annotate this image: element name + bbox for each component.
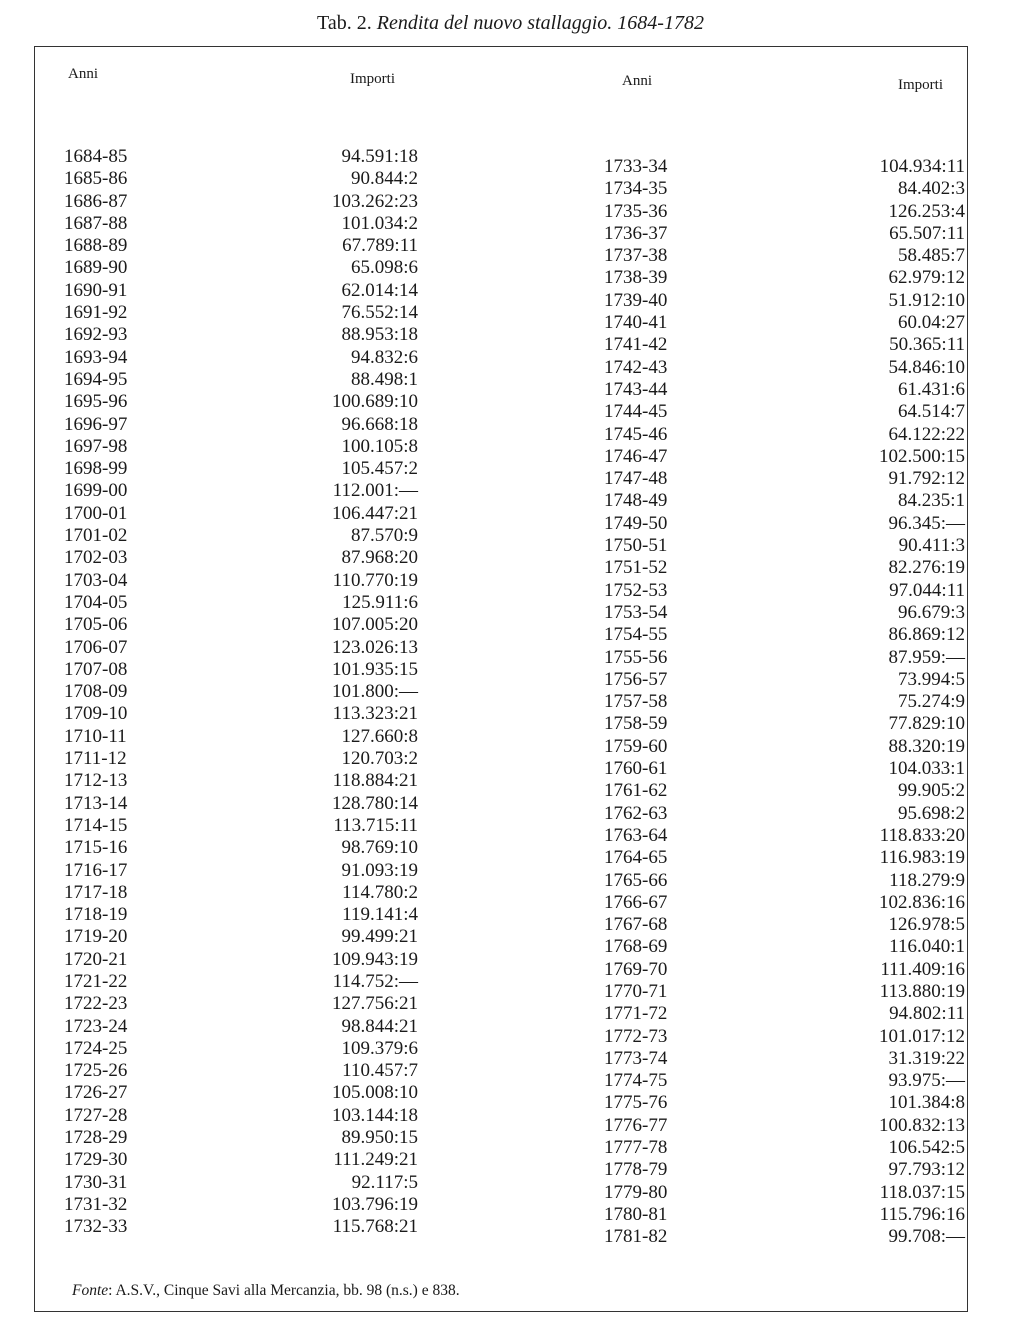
importo-cell: 116.040:1 [889,936,965,958]
importo-cell: 84.235:1 [897,490,965,512]
anni-cell: 1719-20 [64,926,128,948]
importo-cell: 96.679:3 [897,601,965,623]
importo-cell: 67.789:11 [342,235,418,257]
anni-cell: 1724-25 [64,1037,128,1059]
anni-cell: 1749-50 [604,512,668,534]
title-italic: Rendita del nuovo stallaggio. 1684-1782 [376,12,704,34]
anni-cell: 1769-70 [604,958,668,980]
anni-cell: 1738-39 [604,267,668,289]
anni-cell: 1689-90 [64,257,128,279]
importo-cell: 126.253:4 [888,200,965,222]
table-frame [34,46,968,1312]
anni-cell: 1684-85 [64,146,128,167]
importo-cell: 103.796:19 [331,1193,418,1215]
anni-cell: 1767-68 [604,914,668,936]
importo-cell: 82.276:19 [888,557,965,579]
importo-cell: 90.844:2 [350,168,418,190]
header-importi-left: Importi [350,71,395,87]
anni-cell: 1700-01 [64,502,128,524]
anni-cell: 1710-11 [64,725,127,747]
title-prefix: Tab. 2. [317,12,372,34]
anni-cell: 1711-12 [64,748,127,770]
anni-cell: 1746-47 [604,445,668,467]
anni-cell: 1758-59 [604,713,668,735]
importo-cell: 62.979:12 [888,267,965,289]
anni-cell: 1741-42 [604,334,668,356]
importo-cell: 128.780:14 [331,792,418,814]
importo-cell: 107.005:20 [331,614,418,636]
anni-cell: 1712-13 [64,770,128,792]
importo-cell: 90.411:3 [898,535,965,557]
importo-cell: 118.037:15 [879,1181,965,1203]
anni-cell: 1708-09 [64,681,128,703]
anni-cell: 1735-36 [604,200,668,222]
importo-cell: 58.485:7 [897,245,965,267]
anni-cell: 1723-24 [64,1015,128,1037]
importo-cell: 109.943:19 [331,948,418,970]
anni-cell: 1733-34 [604,156,668,177]
importo-cell: 113.880:19 [879,980,965,1002]
importo-cell: 110.770:19 [332,569,418,591]
importo-cell: 106.542:5 [888,1137,965,1159]
anni-cell: 1752-53 [604,579,668,601]
anni-cell: 1750-51 [604,535,668,557]
importo-cell: 99.499:21 [341,926,418,948]
anni-cell: 1696-97 [64,413,128,435]
importo-cell: 94.591:18 [341,146,418,167]
importo-cell: 127.756:21 [331,993,418,1015]
anni-cell: 1770-71 [604,980,668,1002]
importo-cell: 50.365:11 [889,334,965,356]
importo-cell: 111.249:21 [333,1149,418,1171]
importo-cell: 105.457:2 [341,458,418,480]
importo-cell: 101.384:8 [888,1092,965,1114]
anni-cell: 1701-02 [64,525,128,547]
importo-cell: 115.768:21 [332,1216,418,1238]
importo-cell: 94.802:11 [889,1003,965,1025]
anni-cell: 1761-62 [604,780,668,802]
importo-cell: 97.793:12 [888,1159,965,1181]
anni-cell: 1775-76 [604,1092,668,1114]
anni-cell: 1686-87 [64,190,128,212]
importo-cell: 101.034:2 [341,212,418,234]
anni-cell: 1706-07 [64,636,128,658]
anni-cell: 1698-99 [64,458,128,480]
anni-cell: 1732-33 [64,1216,128,1238]
header-anni-right: Anni [622,73,652,89]
header-anni-left: Anni [68,66,98,82]
importo-cell: 65.098:6 [350,257,418,279]
anni-cell: 1692-93 [64,324,128,346]
anni-cell: 1743-44 [604,378,668,400]
importo-cell: 51.912:10 [888,289,965,311]
anni-cell: 1737-38 [604,245,668,267]
anni-cell: 1720-21 [64,948,128,970]
importo-cell: 88.498:1 [350,368,418,390]
anni-cell: 1765-66 [604,869,668,891]
anni-cell: 1759-60 [604,735,668,757]
header-importi-right: Importi [898,77,943,93]
importo-cell: 125.911:6 [342,591,418,613]
importo-cell: 64.122:22 [888,423,965,445]
anni-cell: 1702-03 [64,547,128,569]
importo-cell: 98.769:10 [341,837,418,859]
importo-cell: 98.844:21 [341,1015,418,1037]
importo-cell: 104.033:1 [888,758,965,780]
anni-cell: 1704-05 [64,591,128,613]
anni-cell: 1777-78 [604,1137,668,1159]
anni-cell: 1727-28 [64,1104,128,1126]
importo-cell: 127.660:8 [341,725,418,747]
importo-cell: 92.117:5 [351,1171,418,1193]
anni-cell: 1780-81 [604,1203,668,1225]
anni-cell: 1685-86 [64,168,128,190]
importo-cell: 105.008:10 [331,1082,418,1104]
anni-cell: 1771-72 [604,1003,668,1025]
anni-cell: 1729-30 [64,1149,128,1171]
anni-cell: 1734-35 [604,178,668,200]
anni-cell: 1751-52 [604,557,668,579]
importo-cell: 87.959:— [888,646,965,668]
anni-cell: 1705-06 [64,614,128,636]
anni-cell: 1778-79 [604,1159,668,1181]
right-anni-column [604,156,667,1249]
importo-cell: 118.884:21 [332,770,418,792]
anni-cell: 1699-00 [64,480,128,502]
anni-cell: 1756-57 [604,668,668,690]
importo-cell: 103.262:23 [331,190,418,212]
importo-cell: 96.668:18 [341,413,418,435]
importo-cell: 100.689:10 [331,391,418,413]
importo-cell: 93.975:— [888,1070,965,1092]
importo-cell: 99.905:2 [897,780,965,802]
anni-cell: 1725-26 [64,1060,128,1082]
importo-cell: 118.833:20 [879,824,965,846]
anni-cell: 1739-40 [604,289,668,311]
importo-cell: 95.698:2 [897,802,965,824]
importo-cell: 88.953:18 [341,324,418,346]
anni-cell: 1773-74 [604,1047,668,1069]
anni-cell: 1722-23 [64,993,128,1015]
table-title [0,12,1021,35]
anni-cell: 1766-67 [604,891,668,913]
anni-cell: 1717-18 [64,881,128,903]
anni-cell: 1687-88 [64,212,128,234]
importo-cell: 86.869:12 [888,624,965,646]
anni-cell: 1730-31 [64,1171,128,1193]
anni-cell: 1693-94 [64,346,128,368]
anni-cell: 1716-17 [64,859,128,881]
anni-cell: 1703-04 [64,569,128,591]
importo-cell: 99.708:— [888,1226,965,1248]
importo-cell: 103.144:18 [331,1104,418,1126]
importo-cell: 89.950:15 [341,1127,418,1149]
anni-cell: 1690-91 [64,279,128,301]
anni-cell: 1757-58 [604,691,668,713]
importo-cell: 112.001:— [332,480,418,502]
anni-cell: 1715-16 [64,837,128,859]
importo-cell: 126.978:5 [888,914,965,936]
importo-cell: 65.507:11 [889,222,965,244]
anni-cell: 1781-82 [604,1226,668,1248]
importo-cell: 118.279:9 [889,869,965,891]
importo-cell: 102.500:15 [878,445,965,467]
anni-cell: 1714-15 [64,814,128,836]
importo-cell: 97.044:11 [889,579,965,601]
anni-cell: 1754-55 [604,624,668,646]
anni-cell: 1709-10 [64,703,128,725]
anni-cell: 1760-61 [604,758,668,780]
anni-cell: 1776-77 [604,1114,668,1136]
importo-cell: 73.994:5 [897,668,965,690]
importo-cell: 75.274:9 [897,691,965,713]
left-importi-column [300,146,418,1239]
source-label: Fonte [72,1282,109,1299]
anni-cell: 1688-89 [64,235,128,257]
importo-cell: 104.934:11 [879,156,965,177]
importo-cell: 119.141:4 [342,904,418,926]
anni-cell: 1707-08 [64,658,128,680]
right-importi-column [840,156,965,1249]
importo-cell: 123.026:13 [331,636,418,658]
importo-cell: 91.792:12 [888,468,965,490]
anni-cell: 1774-75 [604,1070,668,1092]
importo-cell: 60.04:27 [897,312,965,334]
anni-cell: 1718-19 [64,904,128,926]
importo-cell: 87.968:20 [341,547,418,569]
importo-cell: 76.552:14 [341,302,418,324]
anni-cell: 1755-56 [604,646,668,668]
importo-cell: 115.796:16 [879,1203,965,1225]
anni-cell: 1713-14 [64,792,128,814]
anni-cell: 1748-49 [604,490,668,512]
importo-cell: 116.983:19 [879,847,965,869]
importo-cell: 106.447:21 [331,502,418,524]
anni-cell: 1753-54 [604,601,668,623]
importo-cell: 111.409:16 [880,958,965,980]
importo-cell: 114.780:2 [342,881,418,903]
importo-cell: 91.093:19 [341,859,418,881]
anni-cell: 1745-46 [604,423,668,445]
importo-cell: 100.832:13 [878,1114,965,1136]
importo-cell: 88.320:19 [888,735,965,757]
anni-cell: 1768-69 [604,936,668,958]
importo-cell: 120.703:2 [341,748,418,770]
anni-cell: 1742-43 [604,356,668,378]
anni-cell: 1691-92 [64,302,128,324]
importo-cell: 114.752:— [332,970,418,992]
anni-cell: 1740-41 [604,312,668,334]
source-text: : A.S.V., Cinque Savi alla Mercanzia, bb. 98 (n.s.) e 838. [108,1282,460,1299]
importo-cell: 113.715:11 [333,814,418,836]
anni-cell: 1744-45 [604,401,668,423]
importo-cell: 100.105:8 [341,435,418,457]
anni-cell: 1779-80 [604,1181,668,1203]
importo-cell: 101.017:12 [878,1025,965,1047]
anni-cell: 1736-37 [604,222,668,244]
importo-cell: 87.570:9 [350,525,418,547]
anni-cell: 1772-73 [604,1025,668,1047]
importo-cell: 109.379:6 [341,1037,418,1059]
anni-cell: 1764-65 [604,847,668,869]
importo-cell: 61.431:6 [897,378,965,400]
importo-cell: 110.457:7 [342,1060,418,1082]
anni-cell: 1731-32 [64,1193,128,1215]
importo-cell: 94.832:6 [350,346,418,368]
importo-cell: 113.323:21 [332,703,418,725]
importo-cell: 84.402:3 [897,178,965,200]
importo-cell: 102.836:16 [878,891,965,913]
importo-cell: 101.935:15 [331,658,418,680]
importo-cell: 62.014:14 [341,279,418,301]
anni-cell: 1763-64 [604,824,668,846]
anni-cell: 1728-29 [64,1127,128,1149]
anni-cell: 1726-27 [64,1082,128,1104]
anni-cell: 1697-98 [64,435,128,457]
anni-cell: 1747-48 [604,468,668,490]
anni-cell: 1695-96 [64,391,128,413]
importo-cell: 101.800:— [331,681,418,703]
anni-cell: 1721-22 [64,970,128,992]
importo-cell: 31.319:22 [888,1047,965,1069]
source-note [72,1282,460,1300]
importo-cell: 54.846:10 [888,356,965,378]
anni-cell: 1762-63 [604,802,668,824]
anni-cell: 1694-95 [64,368,128,390]
importo-cell: 64.514:7 [897,401,965,423]
importo-cell: 77.829:10 [888,713,965,735]
importo-cell: 96.345:— [888,512,965,534]
left-anni-column [64,146,127,1239]
